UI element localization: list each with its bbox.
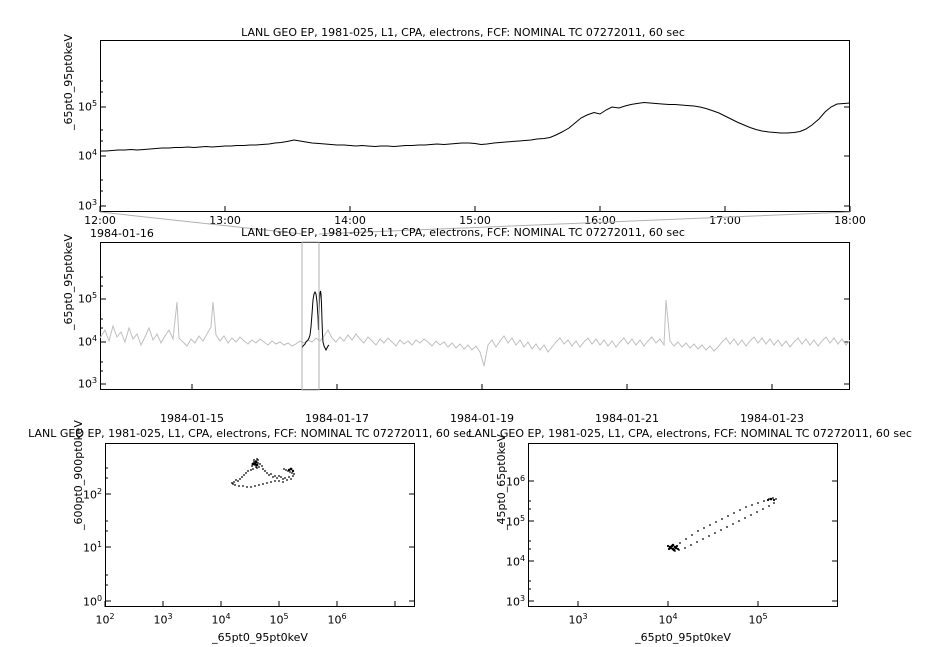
top-panel-xtick-1700: 17:00 bbox=[709, 214, 741, 227]
br-xtick-1e4-mantissa: 10 bbox=[658, 613, 673, 627]
middle-panel-xtick-0119: 1984-01-19 bbox=[450, 412, 514, 425]
br-xtick-1e3-exp: 3 bbox=[582, 612, 588, 621]
middle-panel-xtick-0123: 1984-01-23 bbox=[740, 412, 804, 425]
br-ytick-1e3-exp: 3 bbox=[520, 594, 526, 603]
bottom-right-ytick-1e4 bbox=[506, 554, 525, 569]
bl-ytick-1e2-exp: 2 bbox=[97, 487, 103, 496]
top-panel-ytick-1e3 bbox=[78, 198, 97, 213]
bl-xtick-1e4-mantissa: 10 bbox=[211, 613, 226, 627]
mid-ytick-1e5-exp: 5 bbox=[92, 291, 98, 300]
top-ytick-1e5-mantissa: 10 bbox=[78, 100, 92, 114]
br-ytick-1e5-exp: 5 bbox=[520, 514, 526, 523]
mid-ytick-1e4-exp: 4 bbox=[92, 334, 98, 343]
top-panel-xtick-1600: 16:00 bbox=[584, 214, 616, 227]
bottom-left-plot[interactable] bbox=[105, 443, 415, 607]
top-ytick-1e4-exp: 4 bbox=[92, 148, 98, 157]
mid-ytick-1e4-mantissa: 10 bbox=[78, 335, 92, 349]
middle-panel-xtick-0115: 1984-01-15 bbox=[160, 412, 224, 425]
bl-xtick-1e5-exp: 5 bbox=[283, 612, 289, 621]
top-panel-xtick-1400: 14:00 bbox=[334, 214, 366, 227]
top-panel-xtick-1300: 13:00 bbox=[209, 214, 241, 227]
bottom-left-xlabel: _65pt0_95pt0keV bbox=[212, 631, 308, 644]
middle-panel-xtick-0117: 1984-01-17 bbox=[305, 412, 369, 425]
mid-ytick-1e3-mantissa: 10 bbox=[78, 377, 92, 391]
bottom-left-xtick-1e3 bbox=[153, 612, 172, 627]
br-xtick-1e5-exp: 5 bbox=[762, 612, 768, 621]
middle-panel-ytick-1e3 bbox=[78, 376, 97, 391]
top-panel-ylabel: _65pt0_95pt0keV bbox=[62, 34, 75, 130]
bl-ytick-1e1-mantissa: 10 bbox=[83, 541, 97, 555]
top-panel-plot[interactable] bbox=[100, 40, 850, 212]
bl-xtick-1e6-mantissa: 10 bbox=[327, 613, 342, 627]
middle-panel-xtick-0121: 1984-01-21 bbox=[595, 412, 659, 425]
selection-box[interactable] bbox=[302, 242, 319, 390]
bl-ytick-1e0-mantissa: 10 bbox=[83, 595, 97, 609]
bottom-left-scatter-points bbox=[231, 458, 295, 488]
br-ytick-1e3-mantissa: 10 bbox=[506, 595, 520, 609]
middle-panel-ytick-1e4 bbox=[78, 334, 97, 349]
bl-ytick-1e2-mantissa: 10 bbox=[83, 488, 97, 502]
top-ytick-1e3-exp: 3 bbox=[92, 198, 98, 207]
top-ytick-1e4-mantissa: 10 bbox=[78, 149, 92, 163]
bottom-right-ytick-1e5 bbox=[506, 514, 525, 529]
bl-xtick-1e2-exp: 2 bbox=[109, 612, 115, 621]
br-ytick-1e4-exp: 4 bbox=[520, 554, 526, 563]
bottom-right-xlabel: _65pt0_95pt0keV bbox=[635, 631, 731, 644]
bottom-right-ytick-1e6 bbox=[506, 474, 525, 489]
bottom-right-xtick-1e3 bbox=[568, 612, 587, 627]
bl-xtick-1e6-exp: 6 bbox=[341, 612, 347, 621]
mid-ytick-1e3-exp: 3 bbox=[92, 376, 98, 385]
bottom-left-ylabel: _600pt0_900pt0keV bbox=[72, 420, 85, 530]
mid-ytick-1e5-mantissa: 10 bbox=[78, 292, 92, 306]
br-ytick-1e6-exp: 6 bbox=[520, 474, 526, 483]
top-panel-xtick-1500: 15:00 bbox=[459, 214, 491, 227]
bottom-left-xtick-1e4 bbox=[211, 612, 230, 627]
top-ytick-1e3-mantissa: 10 bbox=[78, 199, 92, 213]
bl-xtick-1e2-mantissa: 10 bbox=[95, 613, 110, 627]
bottom-right-xtick-1e4 bbox=[658, 612, 677, 627]
bl-xtick-1e3-exp: 3 bbox=[167, 612, 173, 621]
bottom-left-xtick-1e5 bbox=[269, 612, 288, 627]
br-xtick-1e3-mantissa: 10 bbox=[568, 613, 583, 627]
br-xtick-1e5-mantissa: 10 bbox=[748, 613, 763, 627]
bottom-left-ytick-1e2 bbox=[83, 487, 102, 502]
middle-panel-ytick-1e5 bbox=[78, 291, 97, 306]
bl-ytick-1e0-exp: 0 bbox=[97, 594, 103, 603]
bottom-left-xtick-1e2 bbox=[95, 612, 114, 627]
br-ytick-1e4-mantissa: 10 bbox=[506, 555, 520, 569]
top-panel-title: LANL GEO EP, 1981-025, L1, CPA, electrons, FCF: NOMINAL TC 07272011, 60 sec bbox=[241, 26, 685, 39]
bottom-left-ytick-1e0 bbox=[83, 594, 102, 609]
top-ytick-1e5-exp: 5 bbox=[92, 99, 98, 108]
bl-xtick-1e4-exp: 4 bbox=[225, 612, 231, 621]
bottom-right-yticks bbox=[528, 481, 838, 601]
middle-panel-plot[interactable] bbox=[100, 242, 850, 390]
bottom-left-xtick-1e6 bbox=[327, 612, 346, 627]
bottom-right-plot[interactable] bbox=[528, 443, 838, 607]
bl-xtick-1e3-mantissa: 10 bbox=[153, 613, 168, 627]
middle-panel-yticks bbox=[100, 277, 850, 384]
bl-xtick-1e5-mantissa: 10 bbox=[269, 613, 284, 627]
top-panel-xtick-1200: 12:00 bbox=[84, 214, 116, 227]
bottom-left-title: LANL GEO EP, 1981-025, L1, CPA, electrons, FCF: NOMINAL TC 07272011, 60 sec bbox=[28, 427, 472, 440]
bottom-right-title: LANL GEO EP, 1981-025, L1, CPA, electrons, FCF: NOMINAL TC 07272011, 60 sec bbox=[468, 427, 912, 440]
top-panel-xtick-1800: 18:00 bbox=[834, 214, 866, 227]
bottom-right-scatter-points bbox=[667, 497, 777, 552]
middle-panel-context-line bbox=[100, 300, 850, 366]
middle-panel-title: LANL GEO EP, 1981-025, L1, CPA, electrons, FCF: NOMINAL TC 07272011, 60 sec bbox=[241, 226, 685, 239]
bl-ytick-1e1-exp: 1 bbox=[97, 540, 103, 549]
top-panel-dataline bbox=[100, 103, 850, 152]
bottom-right-xtick-1e5 bbox=[748, 612, 767, 627]
bottom-left-yticks bbox=[105, 468, 415, 601]
bottom-left-ytick-1e1 bbox=[83, 540, 102, 555]
top-panel-ytick-1e4 bbox=[78, 148, 97, 163]
br-ytick-1e6-mantissa: 10 bbox=[506, 475, 520, 489]
middle-panel-ylabel: _65pt0_95pt0keV bbox=[62, 234, 75, 330]
bottom-right-ylabel: _45pt0_65pt0keV bbox=[495, 434, 508, 530]
br-ytick-1e5-mantissa: 10 bbox=[506, 515, 520, 529]
br-xtick-1e4-exp: 4 bbox=[672, 612, 678, 621]
top-panel-ytick-1e5 bbox=[78, 99, 97, 114]
bottom-right-ytick-1e3 bbox=[506, 594, 525, 609]
top-panel-date-label: 1984-01-16 bbox=[90, 227, 154, 240]
